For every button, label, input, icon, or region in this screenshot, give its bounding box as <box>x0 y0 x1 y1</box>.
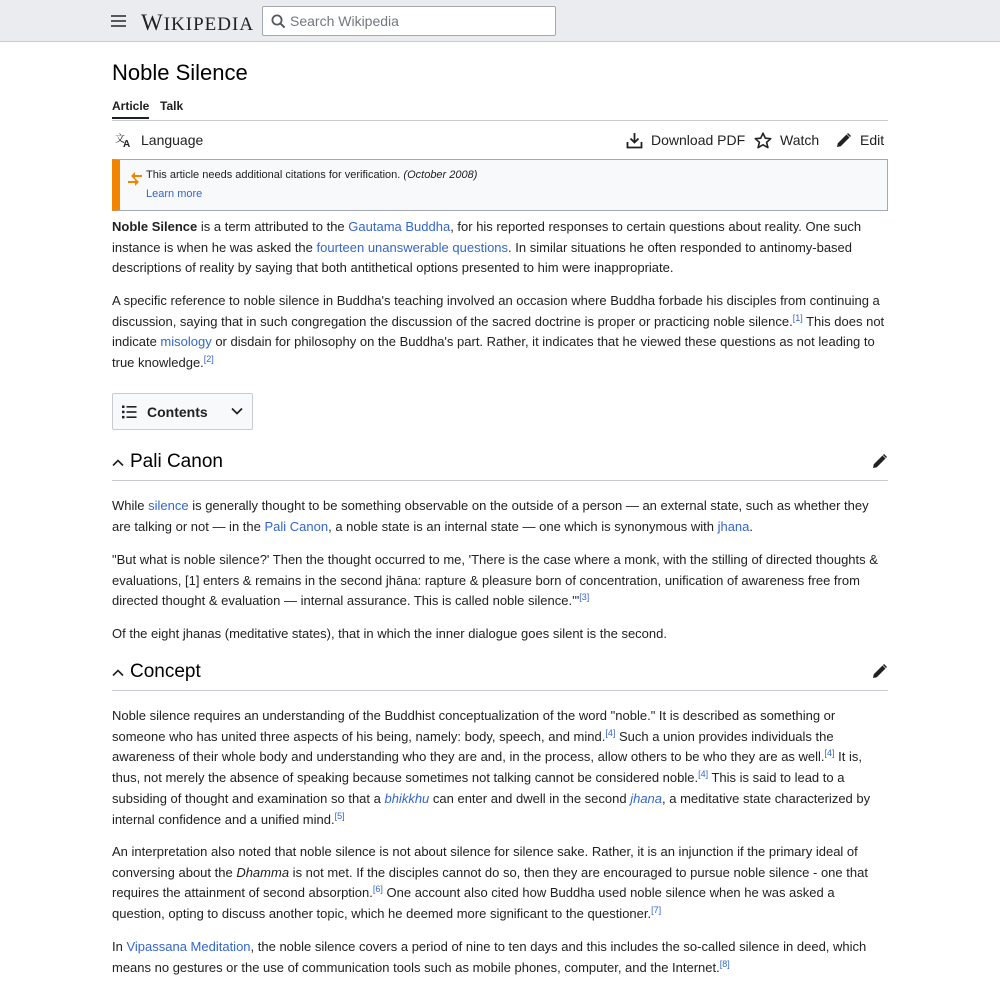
watch-button[interactable] <box>754 128 819 152</box>
list-bullet-icon <box>122 405 137 419</box>
link-jhana[interactable]: jhana <box>630 790 663 806</box>
watch-label: Watch <box>780 132 820 148</box>
notice-text: This article needs additional citations for verification. (October 2008) <box>146 169 478 181</box>
pali-paragraph-3: Of the eight jhanas (meditative states), that in which the inner dialogue goes silent is the second. <box>112 626 667 641</box>
citation-ref[interactable]: [6] <box>372 884 383 895</box>
top-header <box>0 0 1000 42</box>
citation-ref[interactable]: [3] <box>579 592 590 603</box>
edit-button[interactable] <box>835 128 884 152</box>
intro-paragraph-2: A specific reference to noble silence in Buddha's teaching involved an occasion where Buddha forbade his disciples from continuing a discussion, saying that in such congregation the discussion of the sacred doctrine is proper or practicing noble silence.[1] This does not indicate misology or disdain for philosophy on the Buddha's part. Rather, it indicates that he viewed these questions as not leading to true knowledge.[2] <box>112 293 885 371</box>
concept-paragraph-3: In Vipassana Meditation, the noble silence covers a period of nine to ten days and this includes the so-called silence in deed, which means no gestures or the use of communication tools such as mobile phones, computer, and the Internet.[8] <box>112 939 867 975</box>
merge-arrows-icon <box>126 170 144 188</box>
link-gautama-buddha[interactable]: Gautama Buddha <box>348 219 451 234</box>
wikipedia-logo[interactable]: WIKIPEDIA <box>141 10 255 35</box>
citation-notice <box>112 159 888 211</box>
chevron-up-icon[interactable] <box>112 459 124 467</box>
page-tabs <box>112 97 888 121</box>
section-title: Concept <box>130 661 201 682</box>
star-icon <box>754 132 772 149</box>
chevron-down-icon <box>231 407 243 415</box>
search-input[interactable] <box>290 7 550 35</box>
download-icon <box>626 132 643 149</box>
contents-toggle[interactable] <box>112 393 253 430</box>
link-silence[interactable]: silence <box>148 498 189 513</box>
pencil-icon[interactable] <box>871 453 888 470</box>
download-pdf-button[interactable] <box>626 128 745 152</box>
section-title: Pali Canon <box>130 451 223 472</box>
pali-paragraph-2: "But what is noble silence?' Then the thought occurred to me, 'There is the case where a monk, with the stilling of directed thoughts & evaluations, [1] enters & remains in the second jhāna: rapture & pleasure born of concentration, unification of awareness free from directed thought & evaluation — internal assurance. This is called noble silence.'"[3] <box>112 552 878 609</box>
language-button[interactable] <box>115 128 203 152</box>
page-toolbar <box>112 128 888 152</box>
link-bhikkhu[interactable]: bhikkhu <box>384 790 430 806</box>
search-icon <box>271 14 286 29</box>
link-vipassana-meditation[interactable]: Vipassana Meditation <box>126 939 251 954</box>
learn-more-link[interactable]: Learn more <box>146 188 203 200</box>
citation-ref[interactable]: [4] <box>698 769 709 780</box>
section-heading-pali-canon <box>112 449 888 481</box>
citation-ref[interactable]: [7] <box>651 905 662 916</box>
svg-text:A: A <box>123 139 131 148</box>
svg-text:文: 文 <box>115 134 125 145</box>
pencil-icon[interactable] <box>871 663 888 680</box>
link-jhana[interactable]: jhana <box>717 518 750 534</box>
language-label: Language <box>141 132 204 148</box>
citation-ref[interactable]: [2] <box>203 354 214 365</box>
intro-paragraph-1: Noble Silence is a term attributed to the Gautama Buddha, for his reported responses to certain questions about reality. One such instance is when he was asked the fourteen unanswerable questions. In similar situations he often responded to antinomy-based descriptions of reality by saying that both antithetical options presented to him were inappropriate. <box>112 219 862 276</box>
pali-paragraph-1: While silence is generally thought to be something observable on the outside of a person — an external state, such as whether they are talking or not — in the Pali Canon, a noble state is an internal state — one which is synonymous with jhana. <box>112 498 869 534</box>
concept-paragraph-1: Noble silence requires an understanding of the Buddhist conceptualization of the word "noble." It is described as something or someone who has united three aspects of his being, namely: body, speech, and mind.[4] Such a union provides individuals the awareness of their whole body and understanding who they are and, in the process, allow others to be who they are as well.[4] It is, thus, not merely the absence of speaking because sometimes not talking cannot be considered noble.[4] This is said to lead to a subsiding of thought and examination so that a bhikkhu can enter and dwell in the second jhana, a meditative state characterized by internal confidence and a unified mind.[5] <box>112 708 871 827</box>
edit-label: Edit <box>860 132 885 148</box>
citation-ref[interactable]: [4] <box>824 748 835 759</box>
section-heading-concept <box>112 659 888 691</box>
concept-paragraph-2: An interpretation also noted that noble silence is not about silence for silence sake. Rather, it is an injunction if the primary ideal of conversing about the Dhamma is not met. If the disciples cannot do so, then they are encouraged to pursue noble silence - one that requires the attainment of second absorption.[6] One account also cited how Buddha used noble silence when he was asked a question, opting to discuss another topic, which he deemed more significant to the questioner.[7] <box>112 844 868 922</box>
citation-ref[interactable]: [4] <box>605 727 616 738</box>
language-icon <box>115 132 133 148</box>
tab-article[interactable]: Article <box>112 99 149 119</box>
citation-ref[interactable]: [8] <box>719 958 730 969</box>
citation-ref[interactable]: [5] <box>334 810 345 821</box>
link-pali-canon[interactable]: Pali Canon <box>264 518 329 534</box>
search-box[interactable] <box>262 6 556 36</box>
main-menu-button[interactable] <box>110 12 128 30</box>
link-misology[interactable]: misology <box>160 334 212 350</box>
page-title: Noble Silence <box>112 60 248 85</box>
pencil-icon <box>835 132 852 149</box>
link-fourteen-unanswerable-questions[interactable]: fourteen unanswerable questions <box>316 239 509 255</box>
contents-label: Contents <box>147 404 208 420</box>
citation-ref[interactable]: [1] <box>792 312 803 323</box>
tab-talk[interactable]: Talk <box>160 99 184 113</box>
download-pdf-label: Download PDF <box>651 132 746 148</box>
chevron-up-icon[interactable] <box>112 669 124 677</box>
